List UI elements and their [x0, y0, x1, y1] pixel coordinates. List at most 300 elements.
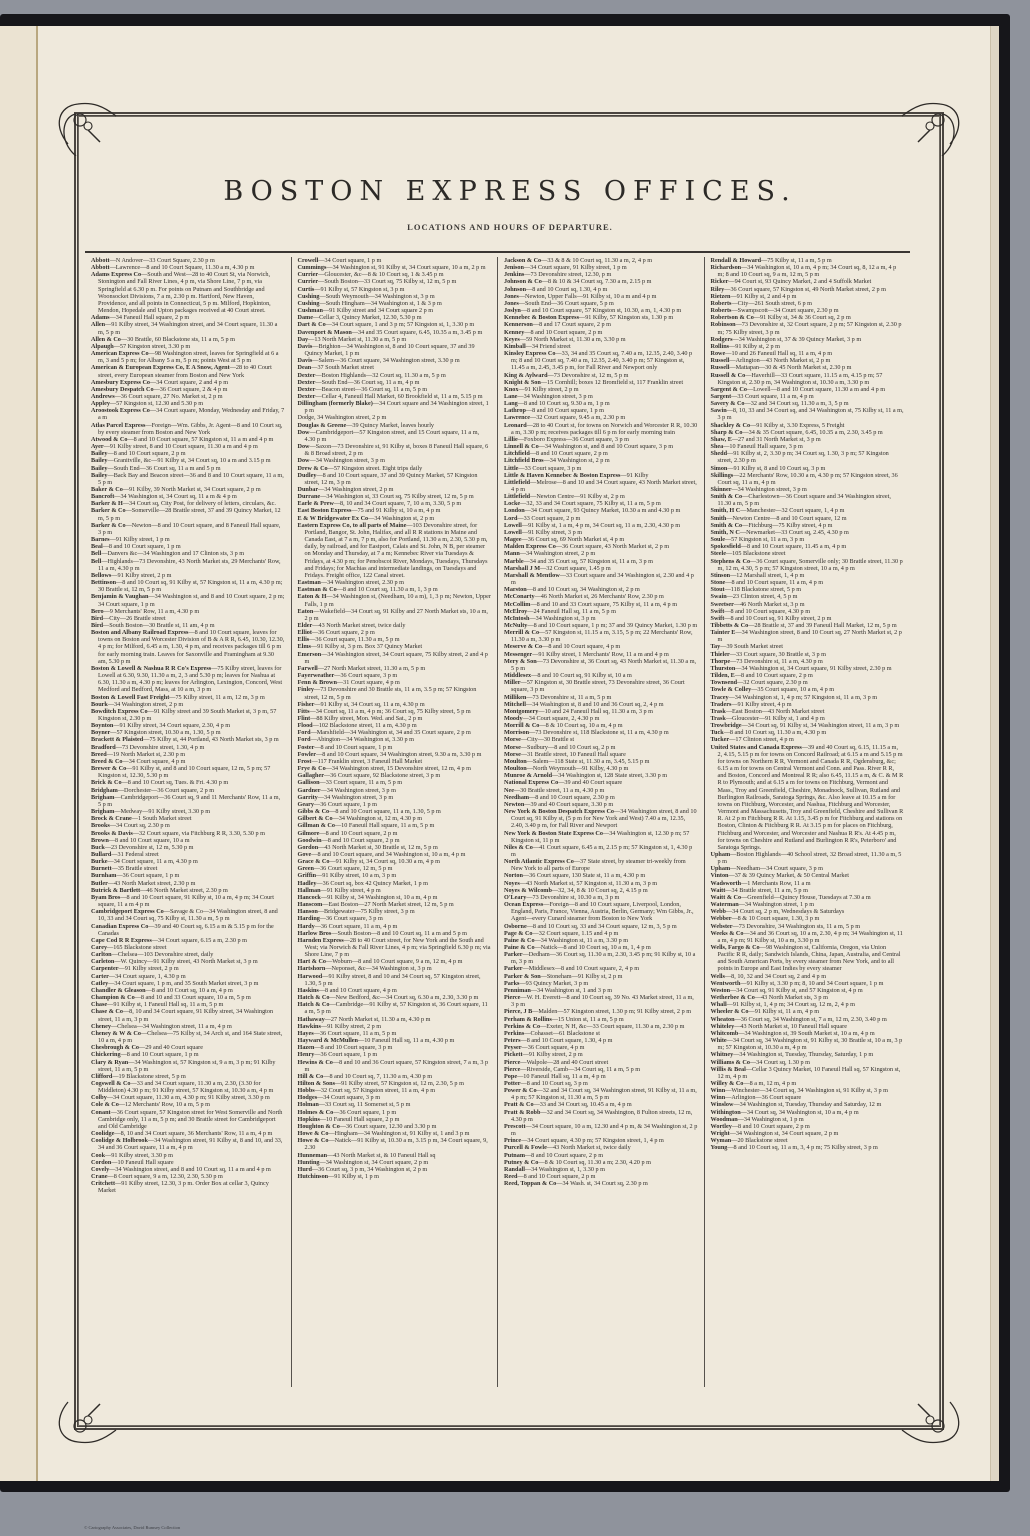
- list-item: Soule—57 Kingston st, 11 a m, 3 p m: [710, 536, 805, 544]
- list-item: New York & Boston Despatch Express Co—34 Washington street, 8 and 10 Court sq, 91 Kilby st, (5 p m for New York and West) 7.40 a m, 12.35, 2.40, 3.40 p m, for Fall River and Newport: [504, 808, 697, 830]
- list-item: Pratt & Robb—32 and 34 Court sq, 34 Washington, 8 Fulton streets, 12 m, 4.30 p m: [504, 1108, 693, 1123]
- list-item: Cape Cod R R Express—34 Court square, 6.15 a m, 2.30 p m: [91, 936, 247, 944]
- list-item: Covely—34 Washington street, and 8 and 10 Court sq, 11 a m and 4 p m: [91, 1165, 271, 1173]
- list-item: Gordon—43 North Market st, 30 Brattle st, 12 m, 5 p m: [297, 843, 438, 851]
- list-item: Cambridgeport Express Co—Savage & Co—34 Washington street, 8 and 10, 33 and 34 Court sq, 75 Kilby st, 11.30 a m, 5 p m: [91, 908, 278, 923]
- list-item: Johnson—8 and 10 Court sq, 1.30, 4 p m: [504, 285, 608, 293]
- list-item: Dunbar—34 Washington street, 2 p m: [297, 486, 394, 493]
- list-item: Litchfield Bros—34 Washington st, 2 p m: [504, 457, 610, 465]
- list-item: Breed—19 North Market st, 2.30 p m: [91, 750, 186, 758]
- list-item: Breed & Co—34 Court square, 4 p m: [91, 757, 186, 765]
- list-item: Wadsworth—1 Merchants Row, 11 a m: [710, 879, 811, 887]
- list-item: Locke—32, 33 and 34 Court square, 75 Kilby st, 11 a m, 5 p m: [504, 500, 661, 508]
- list-item: Pierce, J B—Malden—57 Kingston street, 1.30 p m; 91 Kilby street, 2 p m: [504, 1008, 692, 1016]
- list-item: Putney & Co—8 & 10 Court sq, 11.30 a m; 2.30, 4.20 p m: [504, 1158, 651, 1166]
- list-item: Bettinson—8 and 10 Court sq, 91 Kilby st, 57 Kingston st, 11 a m, 4.30 p m; 30 Brattle st, 12 m, 5 p m: [91, 579, 283, 594]
- list-item: King & Aylward—73 Devonshire st, 12 m, 5 p m: [504, 371, 629, 379]
- list-item: Penniman—34 Washington st, 1 and 3 p m: [504, 986, 613, 994]
- list-item: Amesbury Express Co—34 Court square, 2 and 4 p m: [91, 378, 229, 386]
- list-item: Reed—8 and 10 Court square, 2 p m: [504, 1173, 596, 1180]
- list-item: Earle & Prew—8, 10 and 34 Court square, 7, 10 a m, 3.30, 5 p m: [297, 500, 462, 508]
- header-rule: [85, 251, 910, 253]
- list-item: Wheeler & Co—91 Kilby st, 11 a m, 4 p m: [710, 1008, 820, 1016]
- list-item: Haskins—8 and 10 Court square, 4 p m: [297, 986, 397, 994]
- list-item: Brick & Co—8 and 10 Court sq, Tues. & Fri. 4.30 p m: [91, 779, 229, 787]
- list-item: Gilbert & Co—34 Washington st, 12 m, 4.30 p m: [297, 815, 423, 823]
- list-item: Hayes—36 Court square, 11 a m, 5 p m: [297, 1029, 397, 1037]
- list-item: Wyman—20 Blackstone street: [710, 1137, 788, 1145]
- list-item: Needham—8 and 10 Court square, 2.30 p m: [504, 793, 615, 801]
- list-item: Parker—Middlesex—8 and 10 Court square, 2, 4 p m: [504, 965, 640, 973]
- list-item: Boston and Albany Railroad Express—8 and 10 Court square, leaves for towns on Boston and Worcester Division of B & A R R, 6.45, 10.30, 12.30, 4 p m; for Milford, 6.45 a m, 1.30, 4 p m, and receives packages till 6 p m for early morning train. Leaves for Saxonville and Framingham at 9.30 am, 5.30 p m: [91, 629, 285, 665]
- list-item: Thurston—34 Washington st, 34 Court square, 91 Kilby street, 2.30 p m: [710, 664, 892, 672]
- list-item: Clifford—19 Blackstone street, 5 p m: [91, 1072, 186, 1080]
- list-item: Benjamin & Vaughan—34 Washington st, and 8 and 10 Court square, 2 p m; 34 Court square, 1 p m: [91, 593, 285, 608]
- list-item: Henry—36 Court square, 1 p m: [297, 1051, 378, 1059]
- list-item: Wentworth—91 Kilby st, 3.30 p m; 8, 10 and 34 Court square, 1 p m: [710, 979, 884, 987]
- list-item: McConarty—46 North Market st, 26 Merchants' Row, 2.30 p m: [504, 593, 664, 601]
- list-item: Purcell & Fowle—43 North Market st, twice daily: [504, 1144, 631, 1152]
- list-item: Adams Express Co—South and West—28 to 40 Court St, via Norwich, Stonington and Fall River Lines, 4 p m, via Shore Line, 7 p m, via Springfield at 6.30 p m. For points on Putnam and Southbridge and Woonsocket Divisions, 7 a m, 2.30 p m. Hartford, New Haven, Providence, and all points in Connecticut, 5 p m. Milford, Hopkinton, Mendon, Hopedale and Upton packages received at 40 Court street.: [91, 271, 271, 315]
- list-item: Cummings—34 Washington st, 91 Kilby st, 34 Court square, 10 a m, 2 p m: [297, 264, 486, 272]
- list-item: Bullard—31 Federal street: [91, 850, 159, 858]
- list-item: Tainter E—34 Washington street, 8 and 10 Court sq, 27 North Market st, 2 p m: [710, 629, 902, 644]
- list-item: Goodwin—8 and 10 Court square, 2 p m: [297, 836, 400, 844]
- list-item: Pratt & Co—33 and 34 Court sq, 10.45 a m, 4 p m: [504, 1101, 632, 1109]
- list-item: Winn—Winchester—34 Court sq, 34 Washington st, 91 Kilby st, 3 p m: [710, 1087, 888, 1095]
- list-item: Pierce—W. H. Everett—8 and 10 Court sq, 39 No. 43 Market street, 11 a m, 3 p m: [504, 994, 694, 1009]
- list-item: Sawin—8, 10, 33 and 34 Court sq, and 34 Washington st, 75 Kilby st, 11 a m, 3 p m: [710, 407, 904, 422]
- list-item: Hancock—91 Kilby st, 34 Washington st, 10 a m, 4 p m: [297, 893, 438, 901]
- list-item: Champion & Co—8 and 10 and 33 Court square, 10 a m, 5 p m: [91, 994, 251, 1002]
- list-item: Shea—10 Faneuil Hall square, 3 p m: [710, 443, 803, 451]
- list-item: Hunting—34 Washington st, 34 Court square, 2 p m: [297, 1158, 429, 1166]
- list-item: Buck—23 Devonshire st, 12 m, 5.30 p m: [91, 843, 194, 851]
- list-item: Gardner—34 Washington street, 3 p m: [297, 786, 396, 794]
- list-item: Thorpe—73 Devonshire st, 11 a m, 4.30 p m: [710, 657, 823, 665]
- list-item: Andrews—36 Court square, 27 No. Market st, 2 p m: [91, 392, 223, 400]
- list-item: Dudley—8 and 10 Court square, 37 and 39 Quincy Market, 57 Kingston street, 12 m, 3 p m: [297, 471, 478, 486]
- list-item: Johnson & Co—8 & 10 & 34 Court sq, 7.30 a m, 2.15 p m: [504, 278, 652, 286]
- list-item: Boyner—57 Kingston street, 10.30 a m, 1.30, 5 p m: [91, 729, 221, 737]
- list-item: Tay—39 South Market street: [710, 643, 783, 651]
- list-item: Wells, Fargo & Co—98 Washington st, California, Oregon, via Union Pacific R R, daily; Sandwich Islands, China, Japan, Australia, and Central and South American Ports, by every steamer from New York, and to all points in Europe and East Indies by every steamer: [710, 944, 901, 973]
- list-item: Chase—91 Kilby st, 1 Faneuil Hall sq, 11 a m, 5 p m: [91, 1001, 224, 1009]
- list-item: Wells—8, 10, 32 and 34 Court sq, 2 and 4 p m: [710, 972, 827, 980]
- list-item: Sargent—33 Court square, 11 a m, 4 p m: [710, 392, 814, 400]
- list-item: Shedd—91 Kilby st, 2, 3.30 p m; 34 Court sq, 1.30, 3 p m; 57 Kingston street, 2.30 p m: [710, 450, 889, 465]
- list-item: Wortley—8 and 10 Court square, 2 p m: [710, 1122, 810, 1130]
- list-item: Crane—8 Court square, 9 a m, 12.30, 2.30, 5.30 p m: [91, 1173, 223, 1180]
- list-item: Carter—34 Court square, 1, 4.30 p m: [91, 972, 186, 980]
- list-item: Brigham—Medway—91 Kilby street, 3.30 p m: [91, 808, 211, 816]
- list-item: Russell—Arlington—43 North Market st, 2 p m: [710, 357, 831, 365]
- list-item: Adams—34 Faneuil Hall square, 2 p m: [91, 314, 190, 322]
- list-item: Coolidge & Holbrook—34 Washington street, 91 Kilby st, 8 and 10, and 33, 34 and 36 Court square, 11 a m, 4 p m: [91, 1137, 283, 1152]
- list-item: Dodge, 34 Washington street, 2 p m: [297, 414, 387, 422]
- list-item: Mery & Son—73 Devonshire st, 36 Court sq, 43 North Market st, 11.30 a m, 5 p m: [504, 657, 697, 672]
- list-item: Withington—34 Court sq, 34 Washington st, 10 a m, 4 p m: [710, 1108, 859, 1116]
- list-item: Riley—36 Court square, 57 Kingston st, 49 North Market street, 2 p m: [710, 285, 886, 293]
- list-item: Meserve & Co—8 and 10 Court square, 4 p m: [504, 643, 621, 651]
- list-item: Little—33 Court square, 3 p m: [504, 464, 582, 472]
- list-item: Pope—10 Faneuil Hall sq, 11 a m, 4 p m: [504, 1072, 606, 1080]
- list-item: Butrick & Bartlett—46 North Market street, 2.30 p m: [91, 886, 228, 894]
- list-item: Davis—Brighton—34 Washington st, 8 and 10 Court square, 37 and 39 Quincy Market, 1 p m: [297, 342, 475, 358]
- list-item: Cole & Co—12 Merchants' Row, 10 a m, 5 p m: [91, 1101, 210, 1109]
- list-item: Tracey—34 Washington st, 1, 4 p m; 57 Kingston st, 11 a m, 3 p m: [710, 693, 878, 701]
- list-item: Barker & H—34 Court sq, City Post, for delivery of letters, circulars, &c.: [91, 500, 276, 508]
- list-item: Flint—88 Kilby street, Mon. Wed. and Sat., 2 p m: [297, 715, 423, 722]
- list-item: Kimball—34 Friend street: [504, 342, 571, 350]
- list-item: E & W Bridgewater Ex Co—34 Washington st, 2 p m: [297, 514, 435, 522]
- list-item: Newton—39 and 40 Court square, 3.30 p m: [504, 800, 614, 808]
- list-item: Day—13 North Market st, 11.30 a m, 5 p m: [297, 335, 407, 343]
- list-item: Wright—34 Washington st, 34 Court square, 2 p m: [710, 1130, 839, 1138]
- list-item: Power & Co—32 and 34 Court sq, 34 Washington street, 91 Kilby st, 11 a m, 4 p m; 57 Kingston st, 11.30 a m, 5 p m: [504, 1087, 697, 1102]
- list-item: Emerson—34 Washington street, 34 Court square, 75 Kilby street, 2 and 4 p m: [297, 650, 488, 665]
- list-item: Dow—34 Washington street, 3 p m: [297, 457, 385, 465]
- list-item: Russell—Mattapan—30 & 45 North Market st, 2.30 p m: [710, 364, 852, 372]
- list-item: Wetherbee & Co—43 North Market sts, 3 p m: [710, 994, 828, 1002]
- list-item: Parker—Dedham—36 Court sq, 11.30 a m, 2.30, 3.45 p m; 91 Kilby st, 10 a m, 3 p m: [504, 951, 696, 966]
- list-item: Waterman—34 Washington street, 1 p m: [710, 901, 815, 909]
- list-item: Hawkins—91 Kilby street, 2 p m: [297, 1022, 382, 1030]
- list-item: Lillie—Foxboro Express—36 Court square, 3 p m: [504, 435, 629, 443]
- list-item: Bell—Highlands—73 Devonshire, 43 North Market sts, 29 Merchants' Row, 11 a m, 4.30 p m: [91, 557, 281, 572]
- list-item: Willis & Beal—Cellar 3 Quincy Market, 10 Faneuil Hall sq, 57 Kingston st, 12 m, 4 p m: [710, 1065, 901, 1080]
- list-item: Howe & Co—Natick—91 Kilby st, 10.30 a m, 3.15 p m, 34 Court square, 9, 2.30: [297, 1137, 488, 1152]
- page-title: BOSTON EXPRESS OFFICES.: [223, 176, 797, 207]
- list-item: Harding—36 Court square, 3 p m: [297, 915, 383, 923]
- list-item: Drew & Co—57 Kingston street. Eight trips daily: [297, 464, 423, 472]
- list-item: Eaton—Wakefield—34 Court sq, 91 Kilby and 27 North Market sts, 10 a m, 2 p m: [297, 607, 488, 622]
- ornament-top-left-icon: [48, 86, 118, 156]
- list-item: McCollim—8 and 10 and 33 Court square, 75 Kilby st, 11 a m, 4 p m: [504, 600, 678, 608]
- list-item: Dexter—South End—36 Court sq, 11 a m, 4 p m: [297, 378, 420, 386]
- list-item: Whitney—34 Washington st, Tuesday, Thursday, Saturday, 1 p m: [710, 1051, 874, 1059]
- list-item: Boynton—91 Kilby street, 34 Court square, 2.30, 4 p m: [91, 722, 231, 730]
- list-item: Williams & Co—34 Court sq, 1.30 p m: [710, 1058, 810, 1066]
- list-item: McNulty—8 and 10 Court square, 1 p m; 37 and 39 Quincy Market, 1.30 p m: [504, 621, 698, 629]
- list-item: Townsend—32 Court square, 2.30 p m: [710, 679, 808, 687]
- list-item: Colby—34 Court square, 11.30 a m, 4.30 p m; 91 Kilby street, 3.30 p m: [91, 1094, 270, 1102]
- list-item: Dow—Saxon—73 Devonshire st, 91 Kilby st, boxes 8 Faneuil Hall square, 6 & 8 Broad street, 2 p m: [297, 443, 489, 458]
- list-item: Frost—117 Franklin street, 3 Faneuil Hall Market: [297, 757, 423, 765]
- list-item: Cushman—91 Kilby street and 34 Court square 2 p m: [297, 307, 434, 315]
- list-item: Byam Bros—8 and 10 Court square, 91 Kilby st, 10 a m, 4 p m; 34 Court square, 11 a m 4 p m: [91, 893, 274, 909]
- list-item: Swift—8 and 10 Court square, 4.30 p m: [710, 607, 811, 615]
- list-item: Swift—8 and 10 Court sq, 91 Kilby street, 2 p m: [710, 614, 832, 622]
- list-item: Moulton—North Weymouth—91 Kilby, 4.30 p m: [504, 765, 629, 773]
- list-item: Littlefield—Newton Centre—91 Kilby st, 2 p m: [504, 493, 625, 501]
- list-item: Winn—Arlington—36 Court square: [710, 1094, 802, 1102]
- list-item: United States and Canada Express—39 and 40 Court sq, 6.15, 11.15 a m, 2, 4.15, 5.15 p m for towns on Concord Railroad; at 6.15 a m and 5.15 p m for towns on Northern R R, Vermont and Canada R R, Ogdensburg, &c; 6.15 a m for towns on Central Vermont and Conn. and Pass. River R R, and Boston, Concord and Montreal R R; also 6.45, 11.15 a m, & C. & M R R to Plymouth; and at 6.15 a m for towns on Fitchburg, Vermont and Mass., Troy and Greenfield, Cheshire, Monadnock, Sullivan, Rutland and Burlington Railroads, Saratoga Springs, &c. Also leave at 10.15 a m for towns on Fitchburg, Worcester, and Nashua, Fitchburg and Worcester, Vermont and Massachusetts, Troy and Greenfield, Cheshire and Sullivan R R. At 2 p m Fitchburg R R. At 1.15, 3.45 p m for Fitchburg and stations on Boston, Clinton & Fitchburg R R. At 3.15 p m for places on Fitchburg, Fitchburg and Worcester, and Worcester and Nashua R R's. At 4.45 p m, for towns on Cheshire and Rutland and Burlington R R's, Peterboro' and Saratoga Springs.: [710, 743, 904, 851]
- list-item: O'Leary—73 Devonshire st, 10.30 a m, 3 p m: [504, 893, 620, 901]
- list-item: Gallison—33 Court square, 11 a m, 5 p m: [297, 779, 403, 787]
- list-item: Farwell—27 North Market street, 11.30 a m, 5 p m: [297, 664, 426, 672]
- facing-page-edge: [0, 26, 39, 1481]
- list-item: National Express Co—39 and 40 Court square: [504, 779, 623, 787]
- list-item: Sweetser—46 North Market st, 3 p m: [710, 600, 805, 608]
- list-item: Lowell—91 Kilby street, 3 p m: [504, 528, 583, 536]
- list-item: Paine & Co—Natick—8 and 10 Court sq, 10 a m, 1, 4 p m: [504, 944, 651, 951]
- list-item: Noyes & Wilcomb—32, 34, 8 & 10 Court sq, 2, 4.15 p m: [504, 886, 648, 894]
- list-item: Chase & Co—8, 10 and 34 Court square, 91 Kilby street, 34 Washington street, 11 a m, 3 p m: [91, 1008, 274, 1023]
- list-item: Hartshorn—Neponset, &c—34 Washington st, 3 p m: [297, 965, 432, 973]
- list-item: Middlesex—8 and 10 Court sq, 91 Kilby st, 10 a m: [504, 672, 632, 680]
- list-item: Peters—8 and 10 Court square, 1.30, 4 p m: [504, 1037, 613, 1045]
- list-item: Foster—8 and 10 Court square, 1 p m: [297, 743, 393, 751]
- list-item: Burke—34 Court square, 11 a m, 4.30 p m: [91, 858, 198, 866]
- list-item: Tilden, E—8 and 10 Court square, 2 p m: [710, 672, 813, 680]
- list-item: Dexter—Beacon street—36 Court sq, 11 a m, 5 p m: [297, 385, 428, 393]
- list-item: Abbott—Lawrence—8 and 10 Court Square, 11.30 a m, 4.30 p m: [91, 264, 255, 272]
- list-item: Tuck—8 and 10 Court sq, 11.30 a m, 4.30 p m: [710, 729, 827, 737]
- list-item: Allen & Co—30 Brattle, 60 Blackstone sts, 11 a m, 5 p m: [91, 335, 235, 343]
- list-item: Litchfield—8 and 10 Court square, 2 p m: [504, 450, 608, 458]
- list-item: Barker & Co—Somerville—28 Brattle street, 37 and 39 Quincy Market, 12 m, 5 p m: [91, 507, 281, 522]
- list-item: Cogswell & Co—33 and 34 Court square, 11.30 a m, 2.30, (3.30 for Middleton) 4.30 p m; 91 Kilby street, 57 Kingston st, 10.30 a m, 4 p m: [91, 1079, 274, 1095]
- listing-columns: [85, 257, 910, 1387]
- list-item: Winslow—34 Washington st, Tuesday, Thursday and Saturday, 12 m: [710, 1101, 882, 1109]
- list-item: Roberts—City—261 South street, 6 p m: [710, 299, 812, 307]
- list-item: Sharp & Co—34 & 35 Court square, 6.45, 10.35 a m, 2.30, 3.45 p m: [710, 428, 883, 436]
- list-item: Elliot—36 Court square, 2 p m: [297, 629, 375, 637]
- list-item: Trowbridge—34 Court sq, 91 Kilby st, 34 Washington street, 11 a m, 3 p m: [710, 722, 900, 730]
- column-1: [85, 257, 292, 1387]
- list-item: Dexter—Boston Highlands—32 Court sq, 11.30 a m, 5 p m: [297, 371, 446, 379]
- list-item: Roberts—Swampscott—34 Court square, 2.30 p m: [710, 307, 839, 315]
- list-item: Ayer—91 Kilby street, 8 and 10 Court square, 11.30 a m and 4 p m: [91, 443, 258, 451]
- list-item: Whitcomb—34 Washington st, 39 South Market st, 10 a m, 4 p m: [710, 1029, 875, 1037]
- list-item: Rowe—10 and 26 Faneuil Hall sq, 11 a m, 4 p m: [710, 350, 833, 358]
- list-item: Shaw, E—27 and 31 North Market st, 3 p m: [710, 435, 821, 443]
- list-item: Nee—30 Brattle street, 11 a m, 4.30 p m: [504, 786, 605, 794]
- list-item: Rollins—91 Kilby st, 2 p m: [710, 342, 780, 350]
- list-item: Webb—34 Court sq, 2 p m, Wednesdays & Saturdays: [710, 908, 845, 916]
- list-item: Stephens & Co—36 Court square, Somerville only; 30 Brattle street, 11.30 p m, 12 m, 4.30, 5 p m; 57 Kingston street, 10 a m, 4 p m: [710, 557, 903, 572]
- list-item: Lord—33 Court square, 2 p m: [504, 514, 581, 522]
- list-item: Hodges—34 Court square, 3 p m: [297, 1094, 381, 1102]
- list-item: Fenn & Brown—31 Court square, 4 p m: [297, 679, 400, 687]
- list-item: Webster—73 Devonshire, 34 Washington sts, 11 a m, 5 p m: [710, 922, 861, 930]
- list-item: Lang—8 and 10 Court sq, 9.30 a m, 1 p m: [504, 400, 610, 408]
- list-item: Fowler—8 and 10 Court square, 34 Washington street, 9.30 a m, 3.30 p m: [297, 750, 482, 758]
- list-item: Hatch & Co—New Bedford, &c—34 Court sq, 6.30 a m, 2.30, 3.30 p m: [297, 994, 479, 1002]
- list-item: Peyser—36 Court square, 4 p m: [504, 1044, 585, 1052]
- list-item: Marshall J M—32 Court square, 1.45 p m: [504, 564, 611, 572]
- list-item: Burnham—36 Court square, 1 p m: [91, 872, 180, 880]
- list-item: Holman—33 Court sq, 11 Somerset st, 5 p m: [297, 1101, 411, 1109]
- list-item: Steele—105 Blackstone street: [710, 550, 786, 558]
- list-item: Boston & Lowell & Nashua R R Co's Express—75 Kilby street, leaves for Lowell at 6.30, 9.30, 11.30 a m, 2, 3 and 5.30 p m; leaves for Nashua at 6.30, 11.30 a m, 4.30 p m; leaves for Arlington, Lexington, Concord, West Medford and Bedford, Mass, at 10 a m, 3 p m: [91, 664, 283, 694]
- list-item: Smith, H C—Manchester—32 Court square, 1, 4 p m: [710, 507, 845, 515]
- list-item: Jenkins—73 Devonshire street, 12.30, p m: [504, 271, 612, 279]
- list-item: Brooks & Davis—32 Court square, via Fitchburg R R, 3.30, 5.30 p m: [91, 829, 265, 837]
- list-item: Bradford—73 Devonshire street, 1.30, 4 p m: [91, 743, 205, 751]
- list-item: Gillman & Co—10 Faneuil Hall square, 11 a m, 5 p m: [297, 822, 435, 830]
- list-item: Davenport & Mason—34 and 35 Court square, 6.45, 10.35 a m, 3.45 p m: [297, 328, 483, 336]
- list-item: Elms—91 Kilby st, 3 p m. Box 37 Quincy Market: [297, 643, 423, 651]
- list-item: Hallman—91 Kilby street, 4 p m: [297, 886, 381, 894]
- list-item: Waitt—34 Brattle street, 11 a m, 5 p m: [710, 886, 808, 894]
- list-item: Shackley & Co—91 Kilby st, 3.30 Express, 5 Freight: [710, 421, 845, 429]
- list-item: Bailey—8 and 10 Court square, 2 p m: [91, 450, 186, 458]
- list-item: Currier—South Boston—33 Court sq, 75 Kilby st, 12 m, 5 p m: [297, 278, 457, 286]
- list-item: Parker & Son—Stoneham—91 Kilby st, 2 p m: [504, 972, 623, 980]
- list-item: Hutchinson—91 Kilby st, 1 p m: [297, 1173, 379, 1180]
- list-item: Gallagher—36 Court square, 92 Blackstone street, 3 p m: [297, 772, 441, 780]
- list-item: Hanscom—East Boston—27 North Market street, 12 m, 5 p m: [297, 901, 454, 909]
- list-item: Bird—South Boston—30 Brattle st, 11 am, 4 p m: [91, 621, 215, 629]
- list-item: American Express Co—98 Washington street, leaves for Springfield at 6 a m, 3 and 5 p m; for Albany 5 a m, 5 p m; points West at 5 p m: [91, 350, 279, 365]
- list-item: Atwood & Co—8 and 10 Court square, 57 Kingston st, 11 a m and 4 p m: [91, 435, 274, 443]
- list-item: Bird—City—26 Brattle street: [91, 614, 166, 622]
- list-item: Kenney—8 and 10 Court square, 2 p m: [504, 328, 603, 336]
- list-item: Niles & Co—41 Court square, 6.45 a m, 2.15 p m; 57 Kingston st, 1, 4.30 p m: [504, 843, 693, 858]
- list-item: Ricker—94 Court st, 93 Quincy Market, 2 and 4 Suffolk Market: [710, 278, 872, 286]
- list-item: Montgomery—10 and 24 Faneuil Hall sq, 11.30 a m, 3 p m: [504, 707, 653, 715]
- list-item: Perkins & Co—Exeter, N H, &c—33 Court square, 11.30 a m, 2.30 p m: [504, 1022, 685, 1030]
- list-item: Cordon—10 Faneuil Hall square: [91, 1158, 174, 1166]
- list-item: Page & Co—32 Court square, 1.15 and 4 p m: [504, 929, 619, 937]
- list-item: Lane—34 Washington street, 3 p m: [504, 392, 593, 400]
- list-item: Atlas Parcel Express—Foreign—Wm. Gibbs, Jr. Agent—8 and 10 Court sq, by every steamer from Boston and New York: [91, 421, 283, 436]
- list-item: Carleton—W. Quincy—91 Kilby street, 43 North Market st, 3 p m: [91, 958, 258, 966]
- list-item: Pierce—Riverside, Camb—34 Court sq, 11 a m, 5 p m: [504, 1065, 641, 1073]
- list-item: Waitt & Co—Greenfield—Quincy House, Tuesdays at 7.30 a m: [710, 893, 871, 901]
- list-item: Dow—Cambridgeport—57 Kingston street, and 15 Court square, 11 a m, 4.30 p m: [297, 428, 480, 443]
- list-item: Prince—34 Court square, 4.30 p m; 57 Kingston street, 1, 4 p m: [504, 1137, 664, 1145]
- list-item: Stone—8 and 10 Court square, 11 a m, 4 p m: [710, 579, 824, 587]
- list-item: Munroe & Arnold—34 Washington st, 128 State street, 3.30 p m: [504, 772, 668, 780]
- list-item: Robinson—73 Devonshire st, 32 Court square, 2 p m; 57 Kingston st, 2.30 p m; 75 Kilby street, 3 p m: [710, 321, 902, 336]
- list-item: Catley—34 Court square, 1 p m, and 35 South Market street, 3 p m: [91, 979, 259, 987]
- list-item: Perham & Rollins—15 Union st, 11 a m, 5 p m: [504, 1015, 624, 1023]
- list-item: Hanson—Bridgewater—75 Kilby street, 3 p m: [297, 908, 415, 916]
- list-item: Merrill & Co—57 Kingston st, 11.15 a m, 3.15, 5 p m; 22 Merchants' Row, 11.30 a m, 3.30 p m: [504, 629, 693, 644]
- ornament-bottom-right-icon: [900, 1390, 970, 1460]
- list-item: Davis—Salem—36 Court square, 34 Washington street, 3.30 p m: [297, 357, 460, 365]
- list-item: Geary—36 Court square, 1 p m: [297, 800, 377, 808]
- list-item: Douglas & Greene—39 Quincy Market, leaves hourly: [297, 421, 435, 429]
- list-item: Harwood—91 Kilby street, 8 and 10 and 34 Court sq, 57 Kingston street, 1.30, 5 p m: [297, 972, 481, 987]
- list-item: Cushing—South Weymouth—34 Washington st, 3 p m: [297, 292, 435, 300]
- list-item: Simon—91 Kilby st, 8 and 10 Court sq, 3 p m: [710, 464, 826, 472]
- list-item: Linnell & Co—34 Washington st, and 8 and 10 Court square, 3 p m: [504, 443, 674, 451]
- list-item: Bridgham—Dorchester—36 Court square, 2 p m: [91, 786, 215, 794]
- list-item: Morrison—73 Devonshire st, 118 Blackstone st, 11 a m, 4.30 p m: [504, 729, 669, 737]
- list-item: Joslyn—8 and 10 Court square, 57 Kingston st, 10.30, a m, 1, 4.30 p m: [504, 307, 682, 315]
- list-item: Brooks—34 Court sq, 2.30 p m: [91, 822, 170, 830]
- list-item: Rendall & Howard—75 Kilby st, 11 a m, 5 p m: [710, 257, 832, 264]
- list-item: North Atlantic Express Co—37 State street, by steamer tri-weekly from New York to all parts of Europe: [504, 858, 686, 873]
- list-item: Pickett—91 Kilby street, 2 p m: [504, 1051, 583, 1059]
- list-item: Trask—East Boston—43 North Market street: [710, 707, 825, 715]
- list-item: Boston & Lowell Fast Freight—75 Kilby street, 11 a m, 12 m, 3 p m: [91, 693, 265, 701]
- list-item: Rietzen—91 Kilby st, 2 and 4 p m: [710, 292, 797, 300]
- list-item: Curtis—91 Kilby st, 57 Kingston st, 3 p m: [297, 285, 405, 293]
- list-item: Rodgers—34 Washington st, 37 & 39 Quincy Market, 3 p m: [710, 335, 862, 343]
- list-item: Magee—36 Court sq, 69 North Market st, 4 p m: [504, 536, 625, 544]
- column-2: [292, 257, 499, 1387]
- list-item: Trask—Gloucester—91 Kilby st, 1 and 4 p m: [710, 715, 825, 722]
- list-item: Noyes—43 North Market st, 57 Kingston st, 11.30 a m, 3 p m: [504, 879, 658, 887]
- list-item: Hilton & Sons—91 Kilby street, 57 Kingston st, 12 m, 2.30, 5 p m: [297, 1079, 464, 1087]
- list-item: East Boston Express—75 and 91 Kilby st, 10 a m, 4 p m: [297, 507, 441, 515]
- list-item: Hadley—36 Court sq, box 42 Quincy Market, 1 p m: [297, 879, 428, 887]
- list-item: Durrane—34 Washington st, 33 Court sq, 75 Kilby street, 12 m, 5 p m: [297, 493, 474, 501]
- list-item: Skinner—34 Washington street, 3 p m: [710, 486, 807, 493]
- list-item: Bowditch Express Co—91 Kilby street and 39 South Market st, 3 p m, 57 Kingston st, 2.30 p m: [91, 707, 277, 722]
- list-item: Bailey—South End—36 Court sq, 11 a m and 5 p m: [91, 464, 221, 472]
- list-item: Morse—Sudbury—8 and 10 Court sq, 2 p m: [504, 743, 616, 751]
- list-item: Fitts—34 Court sq, 11 a m, 4 p m; 36 Court sq, 75 Kilby street, 5 p m: [297, 707, 471, 715]
- list-item: Wheaton—36 Court sq, 34 Washington st, 7 a m, 12 m, 2.30, 3.40 p m: [710, 1015, 887, 1023]
- list-item: Gilmore—8 and 10 Court square, 2 p m: [297, 829, 398, 837]
- column-3: [498, 257, 705, 1387]
- list-item: Hathaway—27 North Market st, 11.30 a m, 4.30 p m: [297, 1015, 431, 1023]
- list-item: Fisher—91 Kilby st, 34 Court sq, 11 a m, 4.30 p m: [297, 700, 425, 708]
- list-item: Mann—34 Washington street, 2 p m: [504, 550, 596, 558]
- list-item: Putnam—8 and 10 Court square, 2 p m: [504, 1151, 604, 1159]
- list-item: Whall—91 Kilby st, 1, 4 p m; 34 Court sq, 12 m, 2, 4 p m: [710, 1001, 855, 1009]
- list-item: New York & Boston State Express Co—34 Washington st, 12.30 p m; 57 Kingston st, 11 p m: [504, 829, 690, 844]
- list-item: Jenison—34 Court square, 91 Kilby street, 1 p m: [504, 264, 627, 272]
- list-item: Chandler & Gleason—8 and 10 Court sq, 10 a m, 4 p m: [91, 986, 233, 994]
- list-item: Ocean Express—Foreign—8 and 10 Court square, Liverpool, London, England, Paris, France, Vienna, Austria, Berlin, Germany; Wm Gibbs, Jr., Agent—every Cunard steamer from Boston to New York: [504, 901, 694, 923]
- list-item: Harnden Express—28 to 40 Court street, for New York and the South and West; via Norwich & Fall River Lines, 4 p m; via Springfield 6.30 p m; via Shore Line, 7 p m: [297, 936, 491, 959]
- list-item: Norton—36 Court square, 130 State st, 11 a m, 4.30 p m: [504, 872, 646, 880]
- list-item: Vinton—37 & 39 Quincy Market, & 50 Central Market: [710, 872, 849, 880]
- list-item: Smith & Co—Fitchburg—75 Kilby street, 4 p m: [710, 521, 833, 529]
- list-item: Dexter—Cellar 4, Faneuil Hall Market, 60 Brookfield st, 11 a m, 5.15 p m: [297, 392, 483, 400]
- list-item: Critchett—91 Kilby street, 12.30, 3 p m. Order Box at cellar 3, Quincy Market: [91, 1180, 269, 1195]
- list-item: Miller—57 Kingston st, 30 Brattle street, 73 Devonshire street, 36 Court square, 3 p m: [504, 679, 685, 694]
- list-item: Eastman & Co—8 and 10 Court sq, 11.30 a m, 1, 3 p m: [297, 586, 438, 594]
- list-item: Keyes—59 North Market st, 11.30 a m, 3.30 p m: [504, 335, 626, 343]
- list-item: Morse—31 Brattle street, 10 Faneuil Hall square: [504, 750, 626, 758]
- list-item: Canadian Express Co—39 and 40 Court sq, 6.15 a m & 5.15 p m for the Canadas: [91, 922, 274, 937]
- list-item: Woodman—34 Washington st, 1 p m: [710, 1115, 804, 1123]
- list-item: Little & Haven Kennebec & Boston Express—91 Kilby: [504, 471, 649, 479]
- list-item: Chesbrough & Co—29 and 40 Court square: [91, 1044, 203, 1052]
- list-item: Hayward & McMullen—10 Faneuil Hall sq, 11 a m, 4.30 p m: [297, 1037, 455, 1045]
- list-item: Grace & Co—91 Kilby st, 34 Court sq, 10.30 a m, 4 p m: [297, 858, 440, 866]
- list-item: Amesbury Despatch Co—36 Court square, 2 & 4 p m: [91, 385, 228, 393]
- list-item: Gove—8 and 10 Court square, and 34 Washington st, 10 a m, 4 p m: [297, 850, 466, 858]
- list-item: Finley—73 Devonshire and 30 Brattle sts, 11 a m, 3.5 p m; 57 Kingston street, 12 m, 5 p m: [297, 686, 477, 701]
- list-item: Dame—Cellar 3, Quincy Market, 12.30, 5.30 p m: [297, 314, 422, 322]
- list-item: Hart & Co—Woburn—8 and 10 Court square, 9 a m, 12 m, 4 p m: [297, 958, 463, 966]
- list-item: Houghton & Co—36 Court square, 12.30 and 3.30 p m: [297, 1122, 437, 1130]
- list-item: Tibbetts & Co—28 Brattle st, 37 and 39 Faneuil Hall Market, 12 m, 5 p m: [710, 621, 897, 629]
- list-item: Upham—Needham—34 Court square, 3 p m: [710, 865, 823, 873]
- list-item: Hewins & Co—8 and 10 and 36 Court square, 57 Kingston street, 7 a m, 3 p m: [297, 1058, 489, 1073]
- list-item: Milliken—73 Devonshire st, 11 a m, 5 p m: [504, 693, 612, 701]
- list-item: Hatch & Co—Cambridge—91 Kilby st, 57 Kingston st, 36 Court square, 11 a m, 5 p m: [297, 1001, 488, 1016]
- list-item: Pierce—Walpole—28 and 40 Court street: [504, 1058, 609, 1066]
- list-item: Aroostook Express Co—34 Court square, Monday, Wednesday and Friday, 7 a m: [91, 407, 285, 422]
- list-item: Hobbs—32 Court sq, 57 Kingston street, 11 a m, 4 p m: [297, 1087, 436, 1095]
- list-item: Weston—34 Court sq, 91 Kilby st, and 57 Kingston st, 4 p m: [710, 986, 863, 994]
- list-item: Harlow Bros—South Boston—8 and 10 Court sq, 11 a m and 5 p m: [297, 929, 467, 937]
- list-item: Knox—91 Kilby street, 2 p m: [504, 385, 579, 393]
- list-item: McElroy—24 Faneuil Hall sq, 11 a m, 5 p m: [504, 607, 616, 615]
- list-item: Eaton & H—34 Washington st, (Needham, 10 a m), 1, 3 p m; Newton, Upper Falls, 1 p m: [297, 593, 491, 608]
- list-item: Russell & Co—Haverhill—33 Court square, 11.15 a m, 4.15 p m; 57 Kingston st, 2.30 p m, 34 Washington st, 10.30 a m, 3.30 p m: [710, 371, 883, 386]
